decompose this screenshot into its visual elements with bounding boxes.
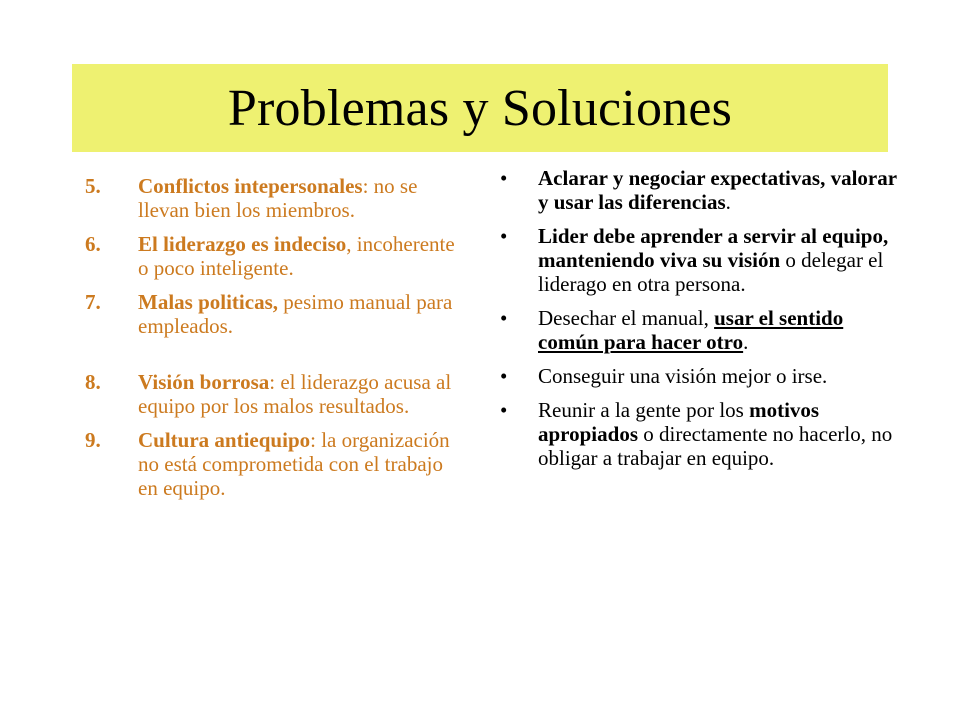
solution-text	[538, 364, 827, 388]
solution-post: o directamente no hacerlo, no obligar a trabajar en equipo.	[538, 422, 893, 470]
solution-text	[538, 166, 900, 214]
solution-emphasis: motivos apropiados	[538, 398, 820, 446]
problem-text	[138, 290, 465, 338]
solution-post: .	[725, 190, 731, 214]
problem-detail: : el liderazgo acusa al equipo por los malos resultados.	[138, 370, 452, 418]
solution-post: o delegar el liderago en otra persona.	[538, 248, 884, 296]
solution-item	[500, 166, 900, 214]
solution-item	[500, 224, 900, 296]
solution-item	[500, 364, 900, 388]
problem-text	[138, 428, 465, 500]
problem-heading: El liderazgo es indeciso	[138, 232, 347, 256]
bullet-icon: •	[500, 398, 508, 422]
solution-pre: Conseguir una visión mejor o irse.	[538, 364, 828, 388]
solution-text	[538, 224, 900, 296]
solution-emphasis: Aclarar y negociar expectativas, valorar y usar las diferencias	[538, 166, 897, 214]
solution-pre: Desechar el manual,	[538, 306, 715, 330]
problem-item	[85, 232, 465, 280]
problem-detail: : no se llevan bien los miembros.	[138, 174, 418, 222]
problem-heading: Conflictos intepersonales	[138, 174, 363, 198]
problem-item	[85, 370, 465, 418]
problem-heading: Malas politicas,	[138, 290, 278, 314]
problems-list	[85, 174, 465, 510]
solution-item	[500, 306, 900, 354]
problem-number: 7.	[85, 290, 101, 314]
bullet-icon: •	[500, 224, 508, 248]
problem-detail: : la organización no está comprometida con el trabajo en equipo.	[138, 428, 450, 500]
solution-text	[538, 306, 900, 354]
title-banner	[72, 64, 888, 152]
solution-emphasis: Lider debe aprender a servir al equipo, manteniendo viva su visión	[538, 224, 889, 272]
problem-item	[85, 428, 465, 500]
problem-detail: pesimo manual para empleados.	[138, 290, 453, 338]
slide-title: Problemas y Soluciones	[227, 79, 733, 137]
solution-pre: Reunir a la gente por los	[538, 398, 750, 422]
solutions-list	[500, 166, 900, 480]
problem-item	[85, 290, 465, 338]
problem-heading: Cultura antiequipo	[138, 428, 311, 452]
problem-text	[138, 174, 465, 222]
solution-emphasis: usar el sentido común para hacer otro	[538, 306, 844, 354]
problem-heading: Visión borrosa	[138, 370, 270, 394]
problem-number: 6.	[85, 232, 101, 256]
problem-detail: , incoherente o poco inteligente.	[138, 232, 455, 280]
bullet-icon: •	[500, 306, 508, 330]
problem-number: 8.	[85, 370, 101, 394]
solution-post: .	[743, 330, 749, 354]
problem-text	[138, 370, 465, 418]
bullet-icon: •	[500, 166, 508, 190]
problem-item	[85, 174, 465, 222]
solution-item	[500, 398, 900, 470]
solution-text	[538, 398, 900, 470]
problem-text	[138, 232, 465, 280]
problem-number: 9.	[85, 428, 101, 452]
problem-number: 5.	[85, 174, 101, 198]
bullet-icon: •	[500, 364, 508, 388]
